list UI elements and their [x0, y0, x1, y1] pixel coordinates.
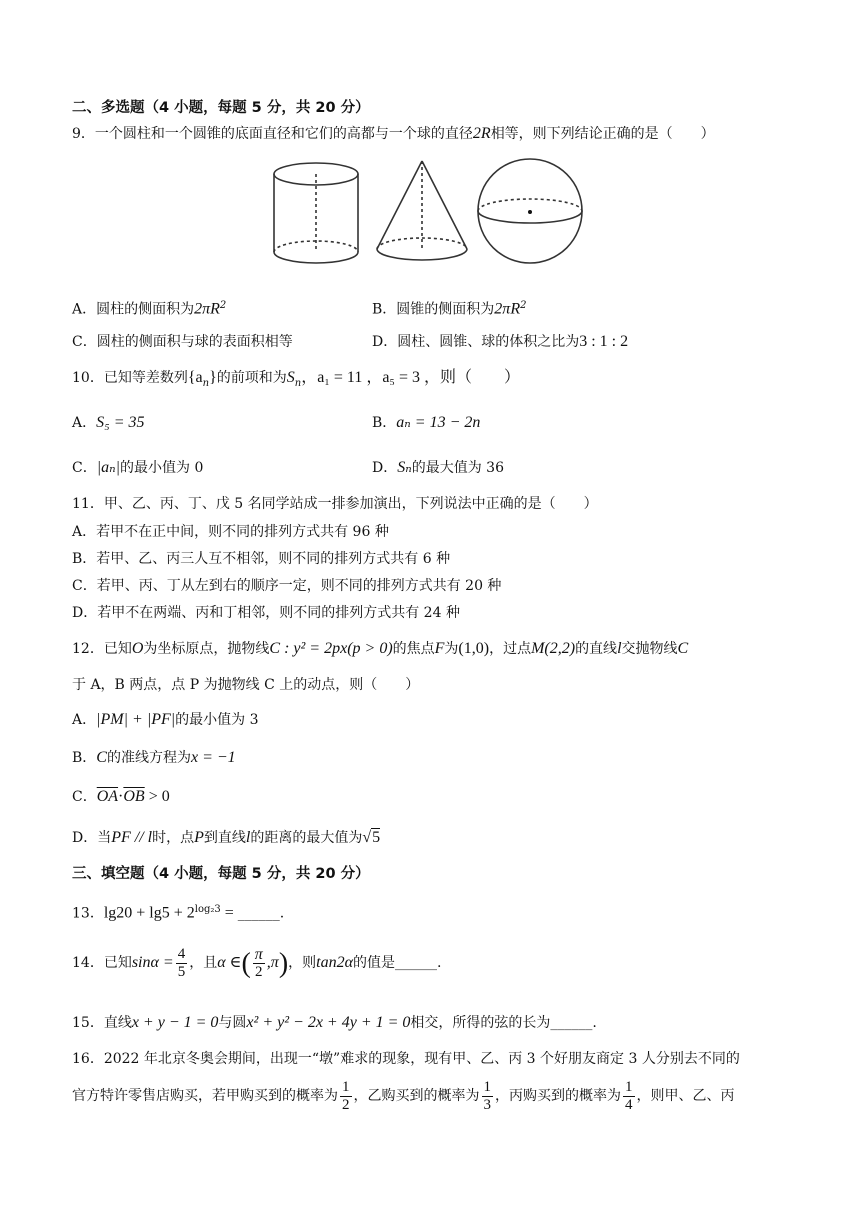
- q10-option-a: A．S₅ = 35: [72, 414, 145, 431]
- q12-option-c: C．$\overline{OA}\cdot\overline{OB} > 0$: [72, 788, 170, 805]
- q11-option-d: D．若甲不在两端、丙和丁相邻，则不同的排列方式共有 24 种: [72, 605, 460, 621]
- q9-option-d: D．圆柱、圆锥、球的体积之比为3 : 1 : 2: [372, 333, 629, 350]
- q9-option-c: C．圆柱的侧面积与球的表面积相等: [72, 334, 293, 350]
- q12-option-b: B．C的准线方程为x = −1: [72, 749, 236, 766]
- question-15: 15．直线x + y − 1 = 0与圆x² + y² − 2x + 4y + 1 = 0相交，所得的弦的长为______.: [72, 1014, 597, 1031]
- question-14: 14．已知sinα = $\frac{4}{5}$ ，且α ∈( $\frac{\pi}{2}$ ,π)，则tan2α的值是______.: [72, 945, 442, 980]
- q11-option-c: C．若甲、丙、丁从左到右的顺序一定，则不同的排列方式共有 20 种: [72, 578, 502, 594]
- q10-option-b: B．aₙ = 13 − 2n: [372, 414, 481, 431]
- q9-option-b: B．圆锥的侧面积为$2\pi R^2$: [372, 300, 527, 318]
- q11-option-b: B．若甲、乙、丙三人互不相邻，则不同的排列方式共有 6 种: [72, 551, 451, 567]
- q10-option-c: C．|aₙ|的最小值为 0: [72, 459, 204, 476]
- q9-diameter: 2R: [472, 125, 491, 142]
- question-16-line2: 官方特许零售店购买，若甲购买到的概率为 $\frac{1}{2}$ ，乙购买到的概率为 $\frac{1}{3}$ ，丙购买到的概率为 $\frac{1}{4}$ ，则甲、乙、丙: [72, 1078, 735, 1113]
- section-heading-multiple-choice: 二、多选题（4 小题，每题 5 分，共 20 分）: [72, 100, 370, 116]
- question-9-stem: [72, 124, 715, 144]
- q9-option-a: A．圆柱的侧面积为$2\pi R^2$: [72, 300, 227, 318]
- section-heading-fill-in: 三、填空题（4 小题，每题 5 分，共 20 分）: [72, 866, 370, 882]
- q12-stem-line2: 于 A，B 两点，点 P 为抛物线 C 上的动点，则（ ）: [72, 677, 420, 693]
- q10-option-d: D．Sₙ的最大值为 36: [372, 459, 504, 476]
- q12-option-d: D．当PF // l时，点P到直线l的距离的最大值为√5: [72, 829, 381, 846]
- question-11-stem: 11．甲、乙、丙、丁、戊 5 名同学站成一排参加演出，下列说法中正确的是（ ）: [72, 496, 598, 512]
- q12-option-a: A．|PM| + |PF|的最小值为 3: [72, 711, 259, 728]
- q9-stem-tail: 相等，则下列结论正确的是（ ）: [490, 126, 715, 142]
- cylinder-drawing: [274, 163, 358, 263]
- q11-option-a: A．若甲不在正中间，则不同的排列方式共有 96 种: [72, 524, 389, 540]
- question-12-stem: 12．已知O为坐标原点，抛物线C : y² = 2px(p > 0)的焦点F为(1,0)，过点M(2,2)的直线l交抛物线C: [72, 640, 689, 657]
- cone-drawing: [377, 161, 467, 260]
- solids-figure: [260, 155, 590, 275]
- question-16-line1: 16．2022 年北京冬奥会期间，出现一“墩”难求的现象，现有甲、乙、丙 3 个好朋友商定 3 人分别去不同的: [72, 1051, 740, 1067]
- question-10-stem: 10．已知等差数列$\{a_n\}$的前项和为$S_n$，a₁ = 11 ，a₅ = 3 ，则（ ）: [72, 369, 521, 389]
- question-13: 13．$\lg 20 + \lg 5 + 2^{log_23}$ = ______.: [72, 904, 285, 922]
- q9-stem-text: 9．一个圆柱和一个圆锥的底面直径和它们的高都与一个球的直径: [72, 126, 473, 142]
